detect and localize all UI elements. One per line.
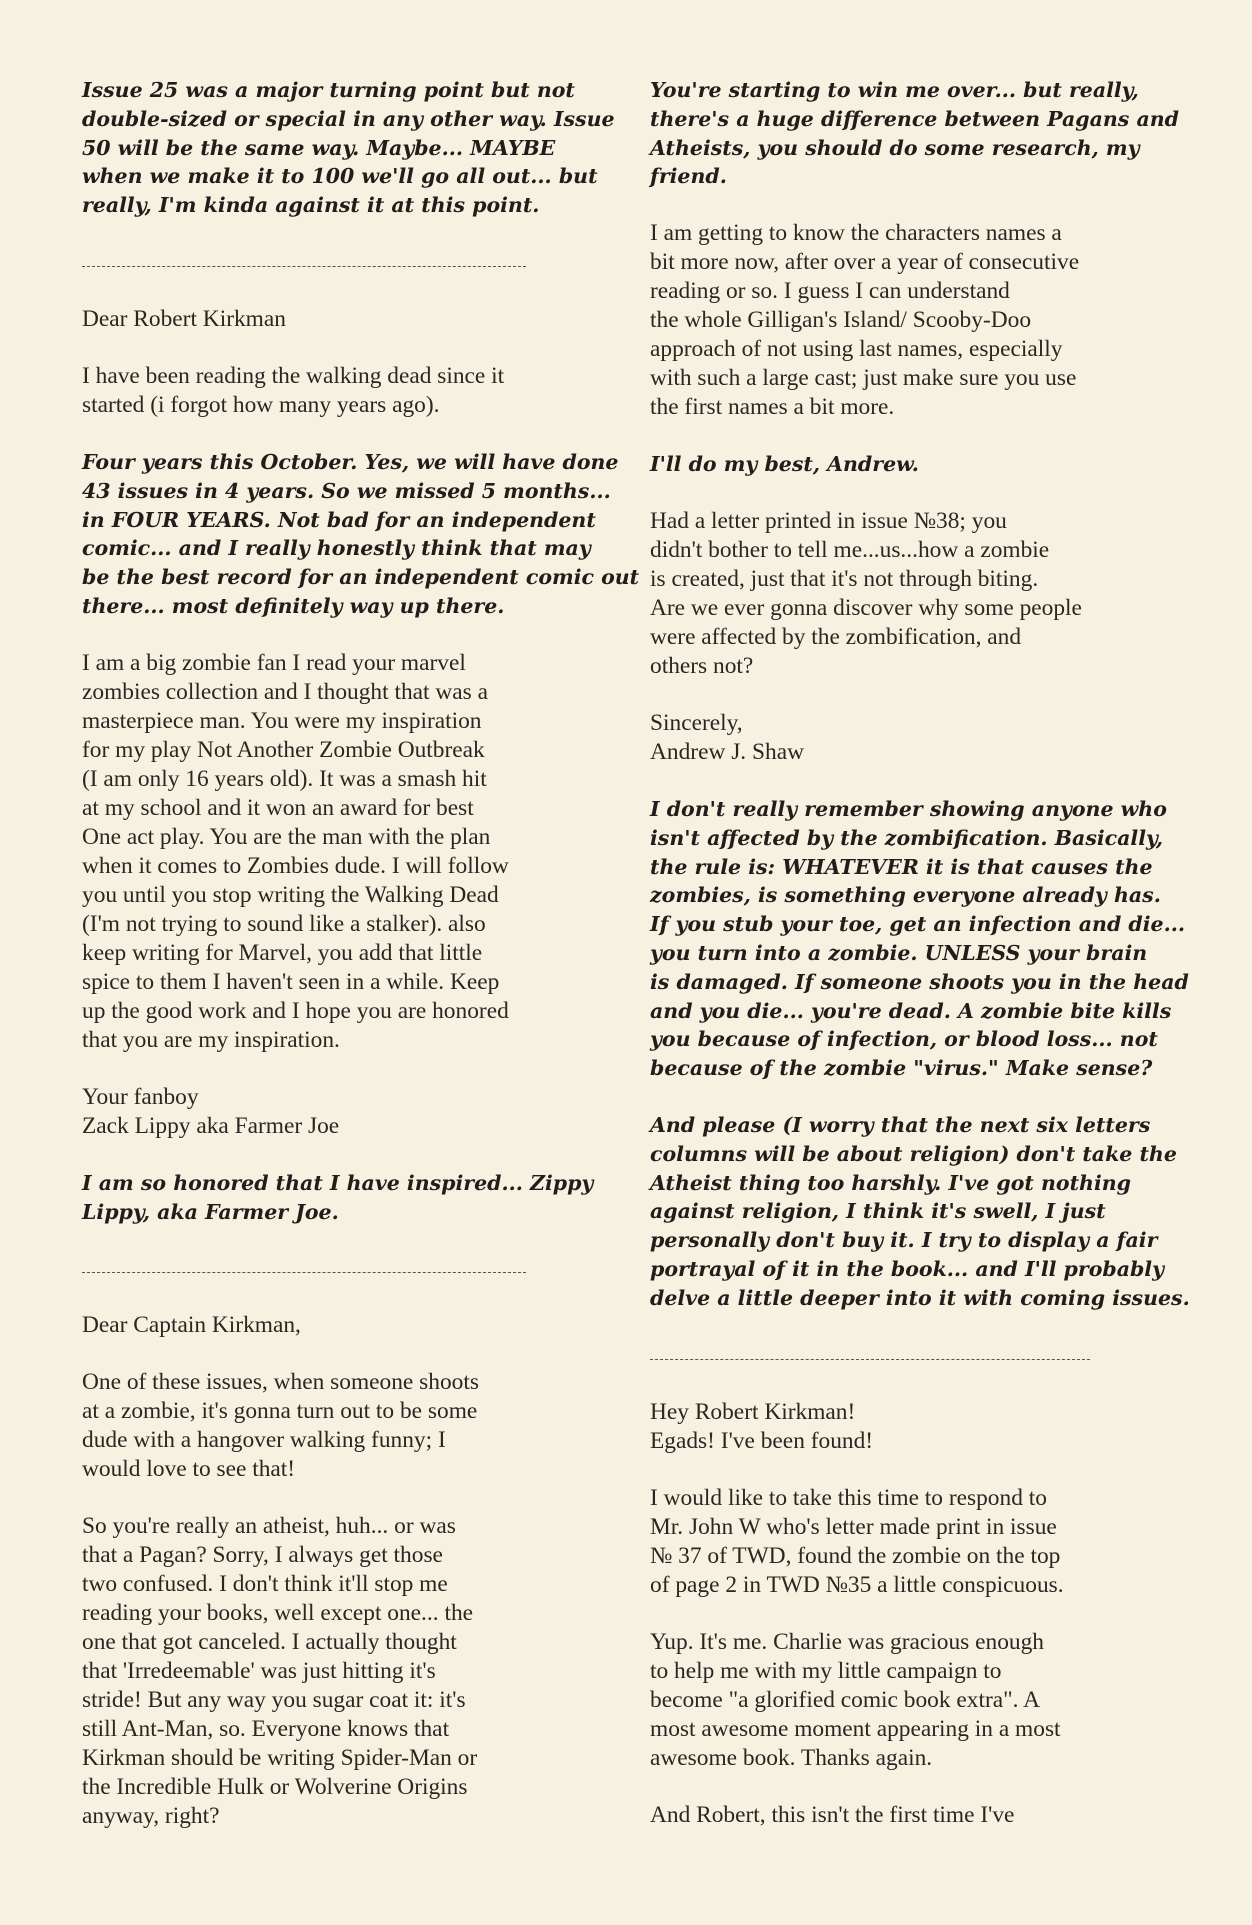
text-line: double-sized or special in any other way. Issue bbox=[82, 106, 615, 131]
text-line: when it comes to Zombies dude. I will follow bbox=[82, 852, 509, 879]
text-line: started (i forgot how many years ago). bbox=[82, 391, 440, 418]
text-line: reading your books, well except one... the bbox=[82, 1600, 474, 1627]
text-line: and you die... you're dead. A zombie bite kills bbox=[650, 998, 1172, 1023]
text-line: were affected by the zombification, and bbox=[650, 623, 1022, 650]
text-line: Kirkman should be writing Spider-Man or bbox=[82, 1745, 478, 1772]
text-line: I am a big zombie fan I read your marvel bbox=[82, 649, 466, 676]
reader-letter-paragraph bbox=[82, 362, 594, 420]
text-line: you turn into a zombie. UNLESS your brain bbox=[650, 940, 1148, 965]
text-line: zombies, is something everyone already has. bbox=[650, 883, 1161, 908]
left-column bbox=[82, 76, 640, 1831]
text-line: 50 will be the same way. Maybe... MAYBE bbox=[82, 135, 556, 160]
text-line: isn't affected by the zombification. Basically, bbox=[650, 825, 1164, 850]
text-line: is created, just that it's not through biting. bbox=[650, 565, 1039, 592]
text-line: One act play. You are the man with the plan bbox=[82, 823, 491, 850]
text-line: is damaged. If someone shoots you in the head bbox=[650, 969, 1189, 994]
text-line: Dear Captain Kirkman, bbox=[82, 1312, 301, 1339]
text-line: Atheists, you should do some research, my bbox=[650, 135, 1140, 160]
text-line: stride! But any way you sugar coat it: it's bbox=[82, 1687, 466, 1714]
text-line: Zack Lippy aka Farmer Joe bbox=[82, 1112, 340, 1139]
text-line: there... most definitely way up there. bbox=[82, 593, 505, 618]
text-line: Your fanboy bbox=[82, 1083, 199, 1110]
text-line: anyway, right? bbox=[82, 1803, 220, 1830]
text-line: that you are my inspiration. bbox=[82, 1026, 340, 1053]
text-line: You're starting to win me over... but really, bbox=[650, 78, 1139, 102]
text-line: Atheist thing too harshly. I've got nothing bbox=[650, 1170, 1131, 1195]
text-line: I don't really remember showing anyone who bbox=[650, 796, 1167, 821]
text-line: I am getting to know the characters names a bbox=[650, 220, 1062, 247]
text-line: didn't bother to tell me...us...how a zombie bbox=[650, 536, 1050, 563]
reader-letter-paragraph bbox=[650, 1801, 1170, 1830]
editor-reply bbox=[650, 1111, 1190, 1313]
text-line: of page 2 in TWD №35 a little conspicuous. bbox=[650, 1571, 1064, 1598]
text-line: dude with a hangover walking funny; I bbox=[82, 1427, 446, 1454]
reader-letter-paragraph bbox=[82, 1083, 594, 1141]
text-line: Mr. John W who's letter made print in issue bbox=[650, 1513, 1057, 1540]
separator-rule bbox=[650, 1359, 1090, 1360]
reader-letter-paragraph bbox=[650, 507, 1170, 681]
text-line: most awesome moment appearing in a most bbox=[650, 1715, 1061, 1742]
text-line: Egads! I've been found! bbox=[650, 1427, 874, 1454]
text-line: I have been reading the walking dead since it bbox=[82, 362, 505, 389]
text-line: I'll do my best, Andrew. bbox=[650, 452, 919, 477]
reader-letter-paragraph bbox=[650, 1484, 1170, 1600]
text-line: two confused. I don't think it'll stop me bbox=[82, 1571, 448, 1598]
reader-letter-paragraph bbox=[650, 1398, 1170, 1456]
text-line: Andrew J. Shaw bbox=[650, 738, 804, 765]
text-line: with such a large cast; just make sure you use bbox=[650, 365, 1077, 392]
text-line: zombies collection and I thought that was a bbox=[82, 678, 488, 705]
separator-rule bbox=[82, 266, 526, 267]
right-column bbox=[650, 76, 1190, 1830]
text-line: at a zombie, it's gonna turn out to be some bbox=[82, 1398, 478, 1425]
text-line: the first names a bit more. bbox=[650, 394, 895, 421]
text-line: that a Pagan? Sorry, I always get those bbox=[82, 1542, 443, 1569]
text-line: Sincerely, bbox=[650, 709, 743, 736]
text-line: still Ant-Man, so. Everyone knows that bbox=[82, 1716, 450, 1743]
text-line: for my play Not Another Zombie Outbreak bbox=[82, 736, 485, 763]
separator-rule bbox=[82, 1272, 526, 1273]
text-line: to help me with my little campaign to bbox=[650, 1657, 1002, 1684]
reader-letter-paragraph bbox=[82, 649, 594, 1055]
text-line: (I'm not trying to sound like a stalker). also bbox=[82, 910, 486, 937]
editor-reply bbox=[82, 1169, 594, 1227]
text-line: № 37 of TWD, found the zombie on the top bbox=[650, 1542, 1061, 1569]
reader-letter-paragraph bbox=[650, 219, 1170, 422]
text-line: reading or so. I guess I can understand bbox=[650, 278, 1010, 305]
text-line: So you're really an atheist, huh... or was bbox=[82, 1513, 456, 1540]
text-line: you because of infection, or blood loss... not bbox=[650, 1027, 1158, 1052]
text-line: really, I'm kinda against it at this point. bbox=[82, 193, 540, 218]
reader-letter-paragraph bbox=[82, 1512, 594, 1831]
text-line: awesome book. Thanks again. bbox=[650, 1744, 933, 1771]
text-line: I am so honored that I have inspired... Zippy bbox=[82, 1170, 594, 1195]
text-line: in FOUR YEARS. Not bad for an independent bbox=[82, 507, 596, 532]
text-line: others not? bbox=[650, 652, 754, 679]
text-line: up the good work and I hope you are honored bbox=[82, 997, 509, 1024]
text-line: One of these issues, when someone shoots bbox=[82, 1369, 479, 1396]
text-line: Four years this October. Yes, we will have done bbox=[82, 449, 619, 474]
text-line: Yup. It's me. Charlie was gracious enough bbox=[650, 1628, 1044, 1655]
text-line: approach of not using last names, especially bbox=[650, 336, 1063, 363]
text-line: And Robert, this isn't the first time I've bbox=[650, 1801, 1015, 1828]
text-line: friend. bbox=[650, 164, 727, 189]
text-line: one that got canceled. I actually thought bbox=[82, 1629, 457, 1656]
text-line: personally don't buy it. I try to display a fair bbox=[650, 1228, 1158, 1253]
editor-reply bbox=[650, 795, 1189, 1083]
text-line: you until you stop writing the Walking Dead bbox=[82, 881, 499, 908]
text-line: when we make it to 100 we'll go all out... but bbox=[82, 164, 598, 189]
text-line: Lippy, aka Farmer Joe. bbox=[82, 1199, 339, 1224]
text-line: delve a little deeper into it with coming issues. bbox=[650, 1285, 1190, 1310]
text-line: And please (I worry that the next six letters bbox=[650, 1112, 1151, 1137]
text-line: Issue 25 was a major turning point but not bbox=[82, 78, 575, 102]
text-line: the whole Gilligan's Island/ Scooby-Doo bbox=[650, 307, 1032, 334]
text-line: would love to see that! bbox=[82, 1456, 296, 1483]
text-line: that 'Irredeemable' was just hitting it's bbox=[82, 1658, 436, 1685]
text-line: comic... and I really honestly think that may bbox=[82, 536, 591, 561]
text-line: bit more now, after over a year of consecutive bbox=[650, 249, 1080, 276]
text-line: If you stub your toe, get an infection and die... bbox=[650, 912, 1185, 937]
reader-letter-paragraph bbox=[82, 1311, 594, 1340]
reader-letter-paragraph bbox=[82, 305, 594, 334]
text-line: Are we ever gonna discover why some people bbox=[650, 594, 1082, 621]
editor-reply bbox=[82, 448, 640, 621]
reader-letter-paragraph bbox=[650, 709, 1170, 767]
editor-reply bbox=[650, 76, 1179, 191]
text-line: against religion, I think it's swell, I just bbox=[650, 1199, 1106, 1224]
text-line: there's a huge difference between Pagans and bbox=[650, 106, 1179, 131]
text-line: the rule is: WHATEVER it is that causes the bbox=[650, 854, 1153, 879]
text-line: the Incredible Hulk or Wolverine Origins bbox=[82, 1774, 468, 1801]
text-line: Had a letter printed in issue №38; you bbox=[650, 507, 1007, 534]
text-line: (I am only 16 years old). It was a smash hit bbox=[82, 765, 487, 792]
text-line: spice to them I haven't seen in a while. Keep bbox=[82, 968, 500, 995]
text-line: be the best record for an independent comic out bbox=[82, 565, 640, 590]
editor-reply bbox=[82, 76, 615, 220]
reader-letter-paragraph bbox=[650, 1628, 1170, 1773]
text-line: Hey Robert Kirkman! bbox=[650, 1398, 856, 1425]
text-line: masterpiece man. You were my inspiration bbox=[82, 707, 482, 734]
text-line: 43 issues in 4 years. So we missed 5 months... bbox=[82, 478, 611, 503]
text-line: columns will be about religion) don't take the bbox=[650, 1141, 1177, 1166]
text-line: because of the zombie "virus." Make sense? bbox=[650, 1056, 1153, 1081]
text-line: at my school and it won an award for best bbox=[82, 794, 474, 821]
editor-reply bbox=[650, 450, 1170, 479]
reader-letter-paragraph bbox=[82, 1368, 594, 1484]
text-line: become "a glorified comic book extra". A bbox=[650, 1686, 1040, 1713]
text-line: portrayal of it in the book... and I'll probably bbox=[650, 1256, 1165, 1281]
text-line: keep writing for Marvel, you add that little bbox=[82, 939, 483, 966]
text-line: I would like to take this time to respond to bbox=[650, 1484, 1047, 1511]
text-line: Dear Robert Kirkman bbox=[82, 305, 286, 332]
